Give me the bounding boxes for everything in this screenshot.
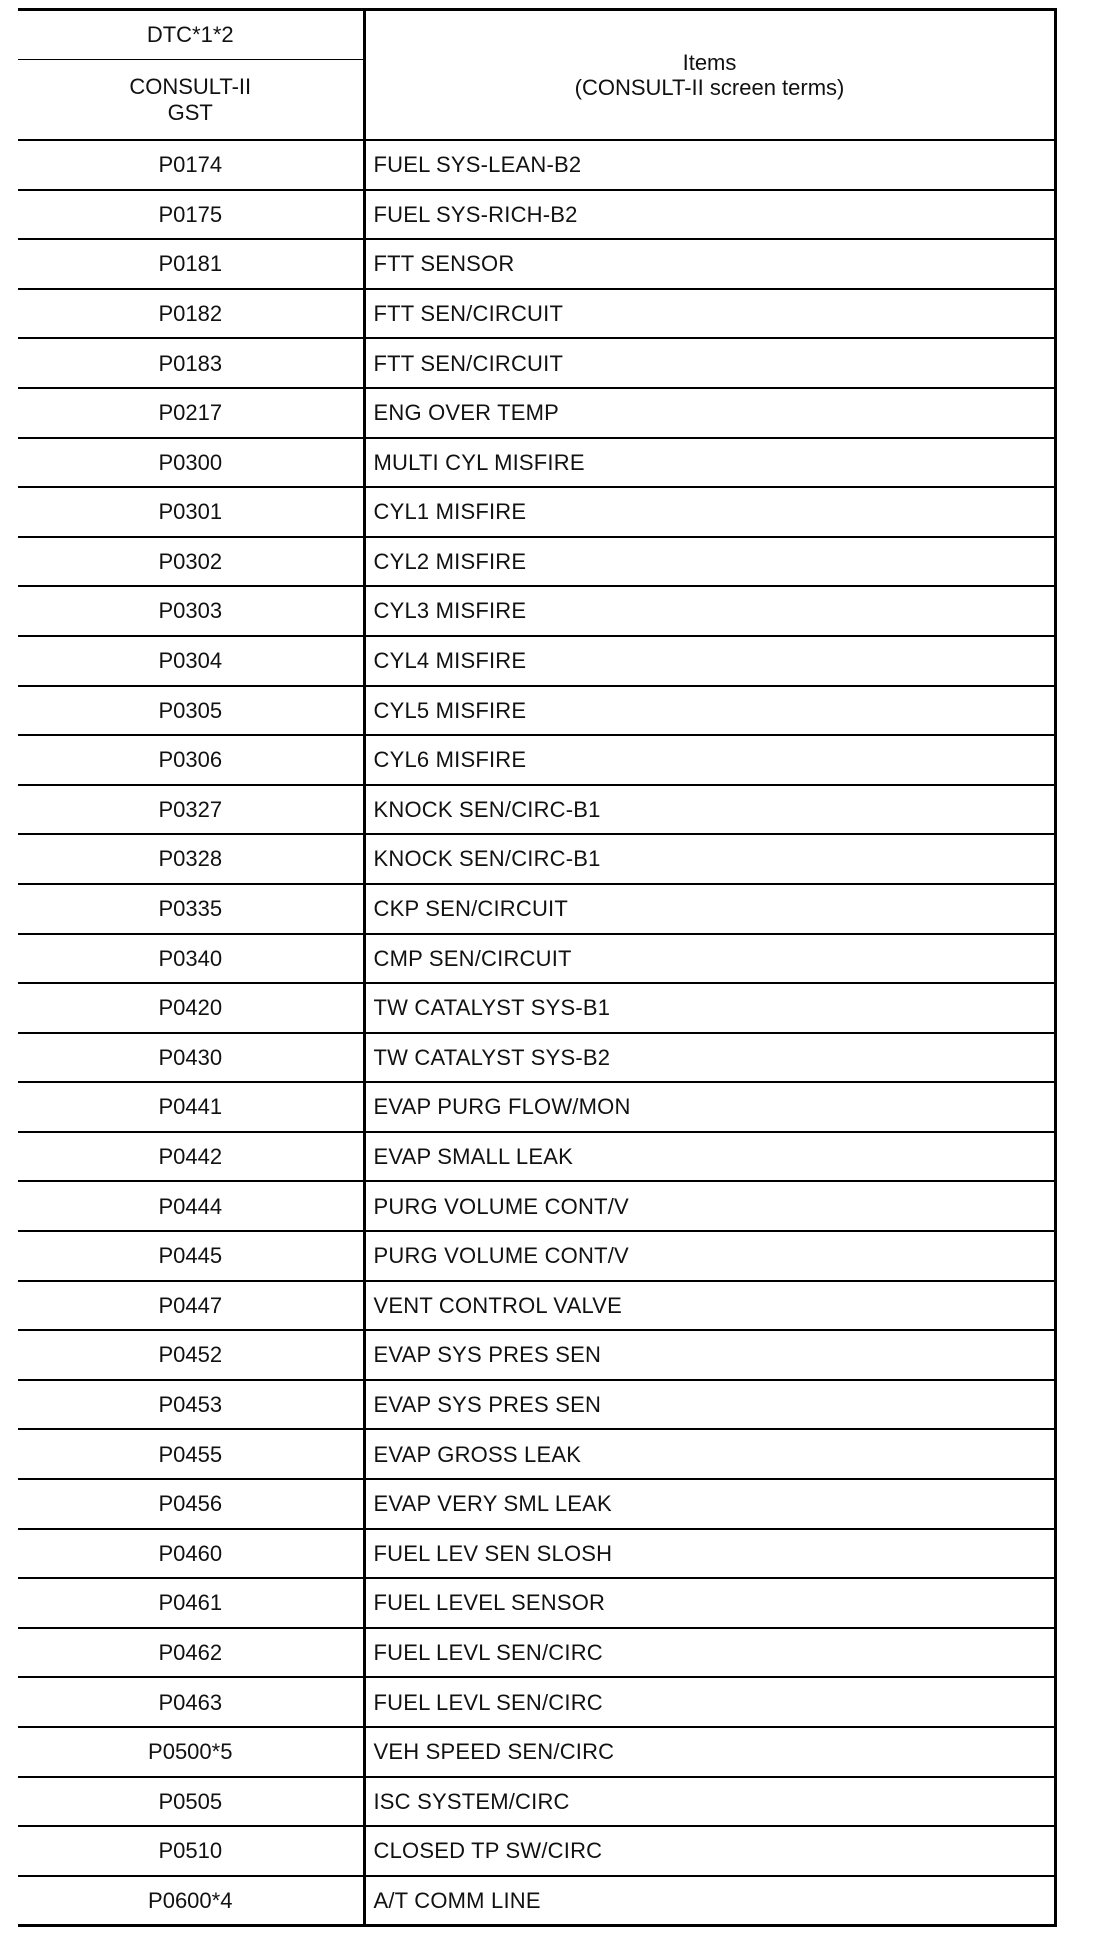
- dtc-item-cell: CYL5 MISFIRE: [364, 686, 1055, 736]
- table-row: [18, 1281, 1055, 1331]
- dtc-code-cell: P0505: [18, 1777, 364, 1827]
- dtc-code-cell: P0301: [18, 487, 364, 537]
- dtc-code-cell: P0305: [18, 686, 364, 736]
- dtc-code-cell: P0175: [18, 190, 364, 240]
- dtc-code-cell: P0181: [18, 239, 364, 289]
- table-row: [18, 239, 1055, 289]
- table-row: [18, 586, 1055, 636]
- dtc-code-cell: P0463: [18, 1677, 364, 1727]
- dtc-code-cell: P0445: [18, 1231, 364, 1281]
- dtc-item-cell: CMP SEN/CIRCUIT: [364, 934, 1055, 984]
- dtc-item-cell: VENT CONTROL VALVE: [364, 1281, 1055, 1331]
- dtc-code-cell: P0452: [18, 1330, 364, 1380]
- gst-header-label: GST: [167, 99, 213, 125]
- dtc-item-cell: ISC SYSTEM/CIRC: [364, 1777, 1055, 1827]
- table-body: [18, 140, 1055, 1925]
- dtc-table: [18, 8, 1057, 1927]
- dtc-item-cell: TW CATALYST SYS-B2: [364, 1033, 1055, 1083]
- table-row: [18, 1578, 1055, 1628]
- dtc-item-cell: TW CATALYST SYS-B1: [364, 983, 1055, 1033]
- table-row: [18, 1479, 1055, 1529]
- dtc-code-cell: P0447: [18, 1281, 364, 1331]
- table-row: [18, 1181, 1055, 1231]
- dtc-item-cell: KNOCK SEN/CIRC-B1: [364, 834, 1055, 884]
- dtc-code-cell: P0182: [18, 289, 364, 339]
- table-row: [18, 1429, 1055, 1479]
- dtc-code-cell: P0174: [18, 140, 364, 190]
- items-header-sublabel: (CONSULT-II screen terms): [574, 75, 845, 100]
- dtc-item-cell: FUEL LEVL SEN/CIRC: [364, 1628, 1055, 1678]
- dtc-item-cell: EVAP SYS PRES SEN: [364, 1330, 1055, 1380]
- dtc-code-cell: P0442: [18, 1132, 364, 1182]
- table-row: [18, 1231, 1055, 1281]
- dtc-item-cell: FUEL SYS-RICH-B2: [364, 190, 1055, 240]
- table-row: [18, 537, 1055, 587]
- dtc-code-cell: P0600*4: [18, 1876, 364, 1926]
- dtc-code-cell: P0500*5: [18, 1727, 364, 1777]
- dtc-item-cell: CKP SEN/CIRCUIT: [364, 884, 1055, 934]
- dtc-item-cell: FTT SEN/CIRCUIT: [364, 289, 1055, 339]
- table-row: [18, 438, 1055, 488]
- table-row: [18, 1330, 1055, 1380]
- dtc-item-cell: CLOSED TP SW/CIRC: [364, 1826, 1055, 1876]
- table-row: [18, 487, 1055, 537]
- dtc-code-cell: P0456: [18, 1479, 364, 1529]
- dtc-item-cell: CYL3 MISFIRE: [364, 586, 1055, 636]
- table-row: [18, 338, 1055, 388]
- dtc-code-cell: P0327: [18, 785, 364, 835]
- dtc-header-label: DTC*1*2: [146, 22, 234, 48]
- dtc-item-cell: FUEL SYS-LEAN-B2: [364, 140, 1055, 190]
- table-row: [18, 735, 1055, 785]
- dtc-item-cell: CYL6 MISFIRE: [364, 735, 1055, 785]
- header-row-dtc: [18, 10, 1055, 60]
- dtc-code-cell: P0183: [18, 338, 364, 388]
- dtc-item-cell: ENG OVER TEMP: [364, 388, 1055, 438]
- dtc-item-cell: EVAP SMALL LEAK: [364, 1132, 1055, 1182]
- table-row: [18, 1380, 1055, 1430]
- consult-gst-header-cell: [18, 60, 364, 141]
- table-row: [18, 686, 1055, 736]
- dtc-item-cell: KNOCK SEN/CIRC-B1: [364, 785, 1055, 835]
- dtc-code-cell: P0461: [18, 1578, 364, 1628]
- dtc-item-cell: FTT SENSOR: [364, 239, 1055, 289]
- dtc-code-cell: P0302: [18, 537, 364, 587]
- table-row: [18, 934, 1055, 984]
- dtc-item-cell: MULTI CYL MISFIRE: [364, 438, 1055, 488]
- table-row: [18, 190, 1055, 240]
- dtc-code-cell: P0430: [18, 1033, 364, 1083]
- dtc-item-cell: EVAP VERY SML LEAK: [364, 1479, 1055, 1529]
- table-row: [18, 388, 1055, 438]
- dtc-code-cell: P0300: [18, 438, 364, 488]
- table-row: [18, 834, 1055, 884]
- dtc-code-cell: P0510: [18, 1826, 364, 1876]
- dtc-item-cell: EVAP GROSS LEAK: [364, 1429, 1055, 1479]
- dtc-item-cell: CYL2 MISFIRE: [364, 537, 1055, 587]
- dtc-item-cell: EVAP PURG FLOW/MON: [364, 1082, 1055, 1132]
- dtc-item-cell: EVAP SYS PRES SEN: [364, 1380, 1055, 1430]
- dtc-code-cell: P0303: [18, 586, 364, 636]
- table-header: [18, 10, 1055, 141]
- items-header-label: Items: [682, 49, 737, 75]
- dtc-code-cell: P0444: [18, 1181, 364, 1231]
- items-header-cell: [364, 10, 1055, 141]
- dtc-code-cell: P0455: [18, 1429, 364, 1479]
- table-row: [18, 1082, 1055, 1132]
- table-row: [18, 289, 1055, 339]
- consult-header-label: CONSULT-II: [129, 74, 252, 100]
- dtc-item-cell: FUEL LEVL SEN/CIRC: [364, 1677, 1055, 1727]
- dtc-code-cell: P0217: [18, 388, 364, 438]
- dtc-header-cell: [18, 10, 364, 60]
- dtc-item-cell: CYL4 MISFIRE: [364, 636, 1055, 686]
- dtc-item-cell: FTT SEN/CIRCUIT: [364, 338, 1055, 388]
- table-row: [18, 785, 1055, 835]
- table-row: [18, 1777, 1055, 1827]
- table-row: [18, 1727, 1055, 1777]
- table-row: [18, 884, 1055, 934]
- dtc-code-cell: P0306: [18, 735, 364, 785]
- table-row: [18, 1677, 1055, 1727]
- table-row: [18, 140, 1055, 190]
- dtc-item-cell: A/T COMM LINE: [364, 1876, 1055, 1926]
- dtc-code-cell: P0328: [18, 834, 364, 884]
- dtc-item-cell: CYL1 MISFIRE: [364, 487, 1055, 537]
- table-row: [18, 1132, 1055, 1182]
- dtc-item-cell: PURG VOLUME CONT/V: [364, 1231, 1055, 1281]
- dtc-code-cell: P0304: [18, 636, 364, 686]
- dtc-item-cell: FUEL LEV SEN SLOSH: [364, 1529, 1055, 1579]
- table-row: [18, 636, 1055, 686]
- dtc-item-cell: FUEL LEVEL SENSOR: [364, 1578, 1055, 1628]
- table-row: [18, 1876, 1055, 1926]
- table-row: [18, 1033, 1055, 1083]
- dtc-code-cell: P0453: [18, 1380, 364, 1430]
- table-row: [18, 1826, 1055, 1876]
- dtc-item-cell: VEH SPEED SEN/CIRC: [364, 1727, 1055, 1777]
- table-row: [18, 1529, 1055, 1579]
- dtc-code-cell: P0340: [18, 934, 364, 984]
- dtc-code-cell: P0420: [18, 983, 364, 1033]
- dtc-code-cell: P0460: [18, 1529, 364, 1579]
- table-row: [18, 983, 1055, 1033]
- dtc-code-cell: P0335: [18, 884, 364, 934]
- dtc-code-cell: P0441: [18, 1082, 364, 1132]
- table-row: [18, 1628, 1055, 1678]
- dtc-code-cell: P0462: [18, 1628, 364, 1678]
- dtc-item-cell: PURG VOLUME CONT/V: [364, 1181, 1055, 1231]
